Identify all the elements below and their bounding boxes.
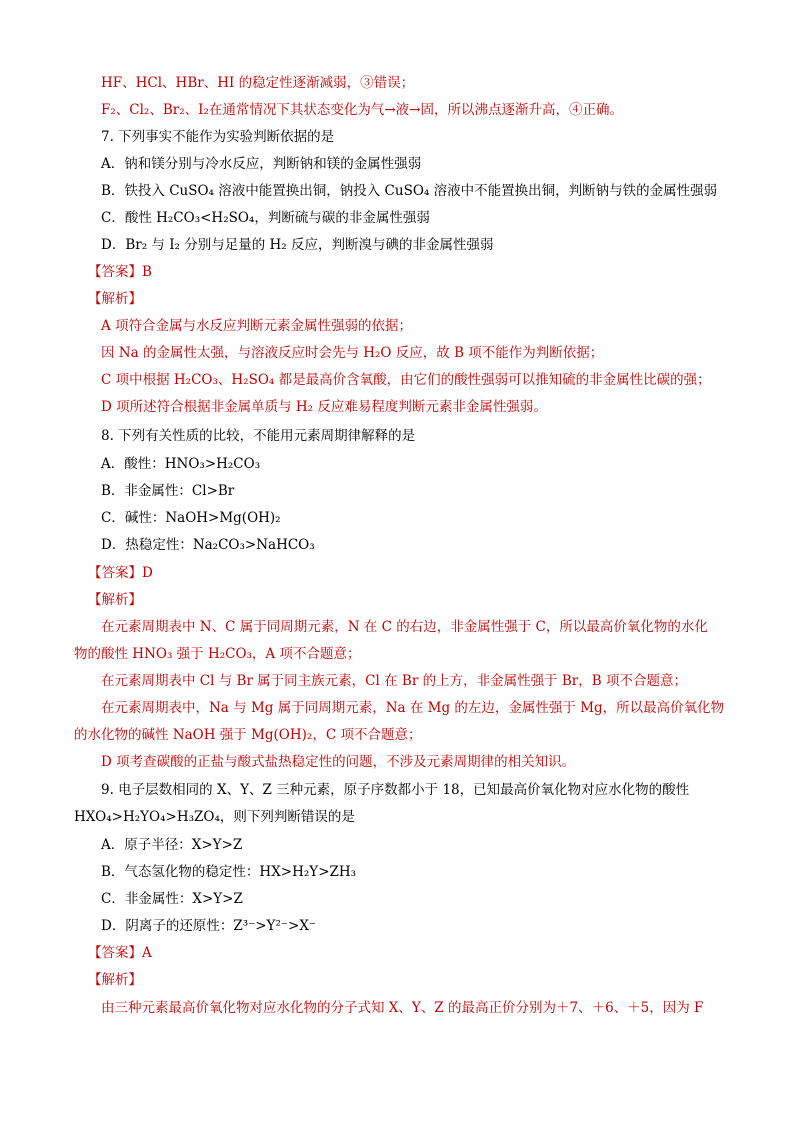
q9-option-b: B．气态氢化物的稳定性：HX>H₂Y>ZH₃ [101, 864, 357, 880]
q7-analysis-line-4: D 项所述符合根据非金属单质与 H₂ 反应难易程度判断元素非金属性强弱。 [101, 399, 547, 415]
q7-option-a: A．钠和镁分别与冷水反应，判断钠和镁的金属性强弱 [101, 156, 422, 172]
q7-option-b: B．铁投入 CuSO₄ 溶液中能置换出铜，钠投入 CuSO₄ 溶液中不能置换出铜，判断钠与铁的金属性强弱 [101, 183, 718, 199]
q9-option-a: A．原子半径：X>Y>Z [101, 837, 243, 853]
q8-option-a: A．酸性：HNO₃>H₂CO₃ [101, 456, 261, 472]
q9-option-d: D．阴离子的还原性：Z³⁻>Y²⁻>X⁻ [101, 918, 317, 934]
q8-analysis-line-2: 物的酸性 HNO₃ 强于 H₂CO₃，A 项不合题意； [74, 646, 361, 662]
prev-analysis-line-2: F₂、Cl₂、Br₂、I₂在通常情况下其状态变化为气→液→固，所以沸点逐渐升高，④正确。 [101, 102, 623, 118]
q9-option-c: C．非金属性：X>Y>Z [101, 891, 243, 907]
q7-option-c: C．酸性 H₂CO₃<H₂SO₄，判断硫与碳的非金属性强弱 [101, 210, 430, 226]
q9-analysis-line-1: 由三种元素最高价氧化物对应水化物的分子式知 X、Y、Z 的最高正价分别为＋7、＋6、＋5，因为 F [101, 1000, 704, 1016]
q9-stem-line-1: 9. 电子层数相同的 X、Y、Z 三种元素，原子序数都小于 18，已知最高价氧化物对应水化物的酸性 [101, 782, 690, 798]
q8-option-c: C．碱性：NaOH>Mg(OH)₂ [101, 510, 281, 526]
q7-analysis-line-2: 因 Na 的金属性太强，与溶液反应时会先与 H₂O 反应，故 B 项不能作为判断依据； [101, 345, 604, 361]
q8-analysis-line-5: 的水化物的碱性 NaOH 强于 Mg(OH)₂，C 项不合题意； [74, 727, 422, 743]
q8-analysis-line-3: 在元素周期表中 Cl 与 Br 属于同主族元素，Cl 在 Br 的上方，非金属性强于 Br，B 项不合题意； [101, 673, 687, 689]
q7-answer: 【答案】B [88, 264, 152, 280]
prev-analysis-line-1: HF、HCl、HBr、HI 的稳定性逐渐减弱，③错误； [101, 75, 415, 91]
q9-stem-line-2: HXO₄>H₂YO₄>H₃ZO₄，则下列判断错误的是 [74, 809, 355, 825]
q8-analysis-label: 【解析】 [88, 592, 142, 608]
q8-analysis-line-1: 在元素周期表中 N、C 属于同周期元素，N 在 C 的右边，非金属性强于 C，所以最高价氧化物的水化 [101, 619, 708, 635]
q7-stem: 7. 下列事实不能作为实验判断依据的是 [101, 129, 335, 145]
q9-analysis-label: 【解析】 [88, 972, 142, 988]
q7-analysis-label: 【解析】 [88, 291, 142, 307]
q8-option-d: D．热稳定性：Na₂CO₃>NaHCO₃ [101, 537, 315, 553]
q8-stem: 8. 下列有关性质的比较，不能用元素周期律解释的是 [101, 428, 416, 444]
q7-analysis-line-1: A 项符合金属与水反应判断元素金属性强弱的依据； [101, 318, 413, 334]
q8-answer: 【答案】D [88, 565, 153, 581]
q7-option-d: D．Br₂ 与 I₂ 分别与足量的 H₂ 反应，判断溴与碘的非金属性强弱 [101, 237, 494, 253]
q8-analysis-line-4: 在元素周期表中，Na 与 Mg 属于同周期元素，Na 在 Mg 的左边，金属性强于 Mg，所以最高价氧化物 [101, 700, 725, 716]
q9-answer: 【答案】A [88, 945, 152, 961]
q8-analysis-line-6: D 项考查碳酸的正盐与酸式盐热稳定性的问题，不涉及元素周期律的相关知识。 [101, 754, 576, 770]
q8-option-b: B．非金属性：Cl>Br [101, 483, 235, 499]
q7-analysis-line-3: C 项中根据 H₂CO₃、H₂SO₄ 都是最高价含氧酸，由它们的酸性强弱可以推知硫的非金属性比碳的强； [101, 372, 711, 388]
